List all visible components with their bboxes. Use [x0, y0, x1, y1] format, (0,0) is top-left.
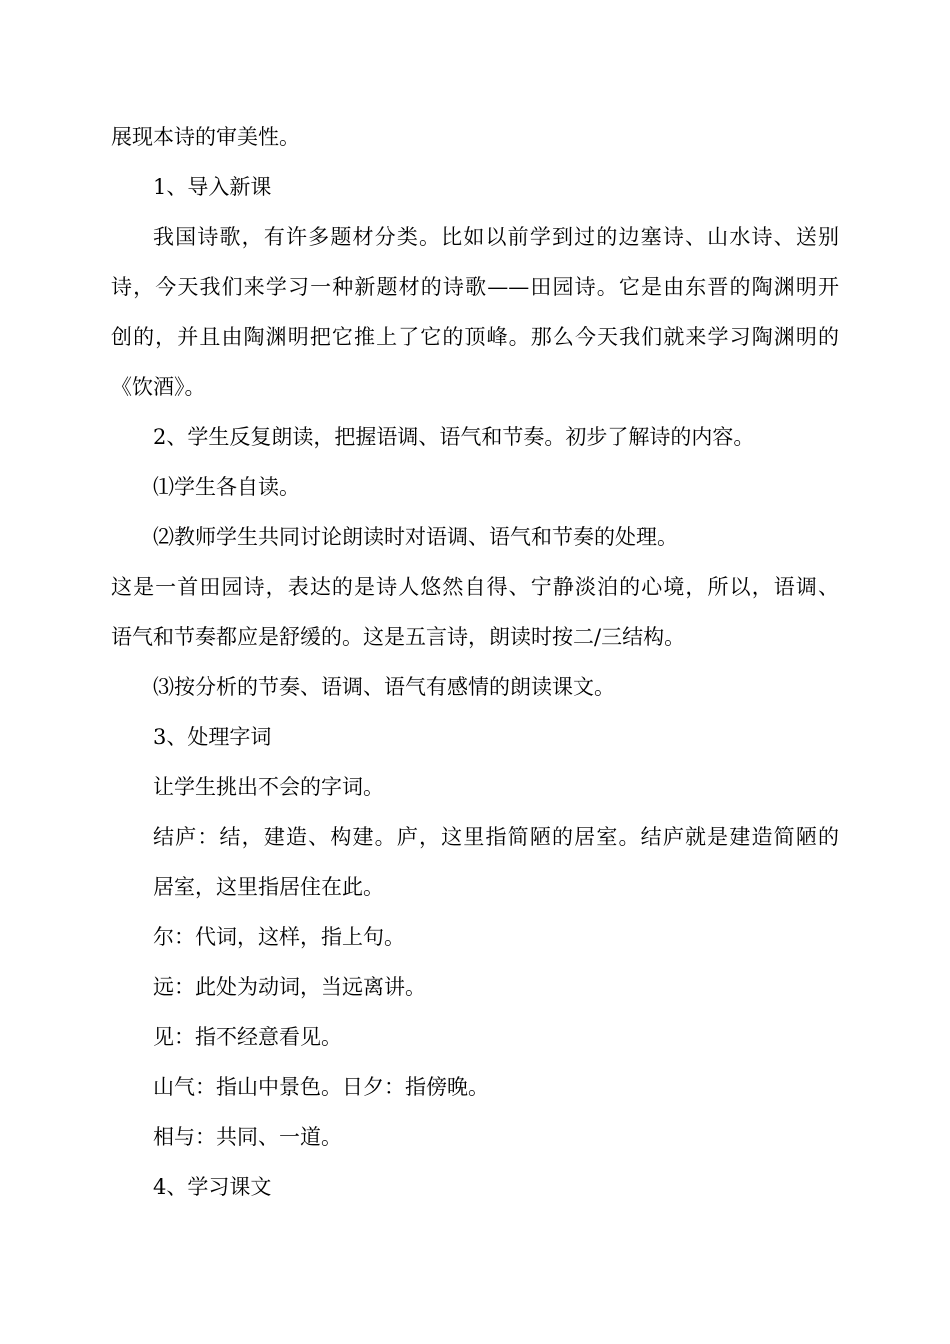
text-line: 这是一首田园诗，表达的是诗人悠然自得、宁静淡泊的心境，所以，语调、 [111, 575, 839, 599]
text-line: 创的，并且由陶渊明把它推上了它的顶峰。那么今天我们就来学习陶渊明的 [111, 325, 839, 349]
vocab-entry: 山气：指山中景色。日夕：指傍晚。 [153, 1075, 489, 1099]
vocab-entry: 见：指不经意看见。 [153, 1025, 342, 1049]
vocab-entry: 居室，这里指居住在此。 [153, 875, 384, 899]
vocab-entry: 结庐：结，建造、构建。庐，这里指简陋的居室。结庐就是建造简陋的 [153, 825, 839, 849]
vocab-entry: 相与：共同、一道。 [153, 1125, 342, 1149]
section-heading: 4、学习课文 [153, 1175, 272, 1199]
text-line: 让学生挑出不会的字词。 [153, 775, 384, 799]
text-line: 诗，今天我们来学习一种新题材的诗歌——田园诗。它是由东晋的陶渊明开 [111, 275, 839, 299]
text-line: 《饮酒》。 [111, 375, 206, 399]
text-line: 我国诗歌，有许多题材分类。比如以前学到过的边塞诗、山水诗、送别 [153, 225, 839, 249]
text-line: 展现本诗的审美性。 [111, 125, 300, 149]
list-item: ⑴学生各自读。 [153, 475, 300, 499]
section-heading: 1、导入新课 [153, 175, 272, 199]
section-heading: 3、处理字词 [153, 725, 272, 749]
list-item: ⑵教师学生共同讨论朗读时对语调、语气和节奏的处理。 [153, 525, 678, 549]
vocab-entry: 远：此处为动词，当远离讲。 [153, 975, 426, 999]
vocab-entry: 尔：代词，这样，指上句。 [153, 925, 405, 949]
list-item: ⑶按分析的节奏、语调、语气有感情的朗读课文。 [153, 675, 615, 699]
section-heading: 2、学生反复朗读，把握语调、语气和节奏。初步了解诗的内容。 [153, 425, 755, 449]
text-line: 语气和节奏都应是舒缓的。这是五言诗，朗读时按二/三结构。 [111, 625, 686, 649]
